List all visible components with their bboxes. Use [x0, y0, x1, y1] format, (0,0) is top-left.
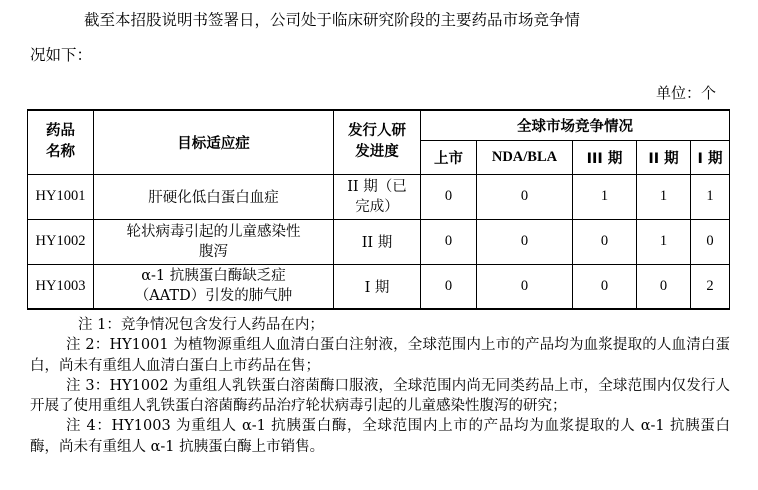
cell-phase2: 1 — [637, 219, 691, 264]
header-drug: 药品名称 — [28, 110, 94, 174]
note-3: 注 3：HY1002 为重组人乳铁蛋白溶菌酶口服液，全球范围内尚无同类药品上市，全球范围内仅发行人开展了使用重组人乳铁蛋白溶菌酶药品治疗轮状病毒引起的儿童感染性腹泻的研究； — [30, 377, 730, 415]
cell-progress: I 期 — [334, 264, 421, 309]
intro-line-1: 截至本招股说明书签署日，公司处于临床研究阶段的主要药品市场竞争情 — [84, 11, 581, 29]
cell-phase3: 0 — [573, 219, 637, 264]
cell-indication: 肝硬化低白蛋白血症 — [94, 174, 334, 219]
intro-line-2: 况如下： — [30, 46, 93, 64]
table-row — [28, 264, 730, 309]
cell-nda: 0 — [477, 174, 573, 219]
cell-launched: 0 — [421, 219, 477, 264]
header-phase1: I 期 — [691, 140, 730, 174]
header-nda: NDA/BLA — [477, 140, 573, 174]
cell-phase2: 1 — [637, 174, 691, 219]
cell-phase2: 0 — [637, 264, 691, 309]
note-4: 注 4：HY1003 为重组人 α-1 抗胰蛋白酶，全球范围内上市的产品均为血浆提取的人 α-1 抗胰蛋白酶，尚未有重组人 α-1 抗胰蛋白酶上市销售。 — [30, 418, 730, 455]
notes-section — [30, 315, 730, 457]
header-global: 全球市场竞争情况 — [421, 110, 730, 140]
note-1: 注 1：竞争情况包含发行人药品在内； — [78, 317, 324, 333]
cell-indication: 轮状病毒引起的儿童感染性腹泻 — [94, 219, 334, 264]
cell-phase3: 1 — [573, 174, 637, 219]
cell-drug: HY1002 — [28, 219, 94, 264]
cell-phase3: 0 — [573, 264, 637, 309]
table-header-row-1 — [28, 110, 730, 140]
note-2: 注 2：HY1001 为植物源重组人血清白蛋白注射液，全球范围内上市的产品均为血浆提取的人血清白蛋白，尚未有重组人血清白蛋白上市药品在售； — [30, 337, 730, 374]
table-row — [28, 219, 730, 264]
competition-table — [27, 109, 730, 310]
header-progress: 发行人研发进度 — [334, 110, 421, 174]
cell-progress: II 期（已完成） — [334, 174, 421, 219]
table-row — [28, 174, 730, 219]
cell-indication: α-1 抗胰蛋白酶缺乏症（AATD）引发的肺气肿 — [94, 264, 334, 309]
cell-phase1: 2 — [691, 264, 730, 309]
cell-nda: 0 — [477, 264, 573, 309]
cell-drug: HY1001 — [28, 174, 94, 219]
header-phase3: III 期 — [573, 140, 637, 174]
cell-launched: 0 — [421, 174, 477, 219]
cell-phase1: 0 — [691, 219, 730, 264]
unit-label: 单位：个 — [655, 84, 716, 102]
cell-phase1: 1 — [691, 174, 730, 219]
header-launched: 上市 — [421, 140, 477, 174]
header-phase2: II 期 — [637, 140, 691, 174]
cell-progress: II 期 — [334, 219, 421, 264]
cell-drug: HY1003 — [28, 264, 94, 309]
cell-nda: 0 — [477, 219, 573, 264]
cell-launched: 0 — [421, 264, 477, 309]
header-indication: 目标适应症 — [94, 110, 334, 174]
